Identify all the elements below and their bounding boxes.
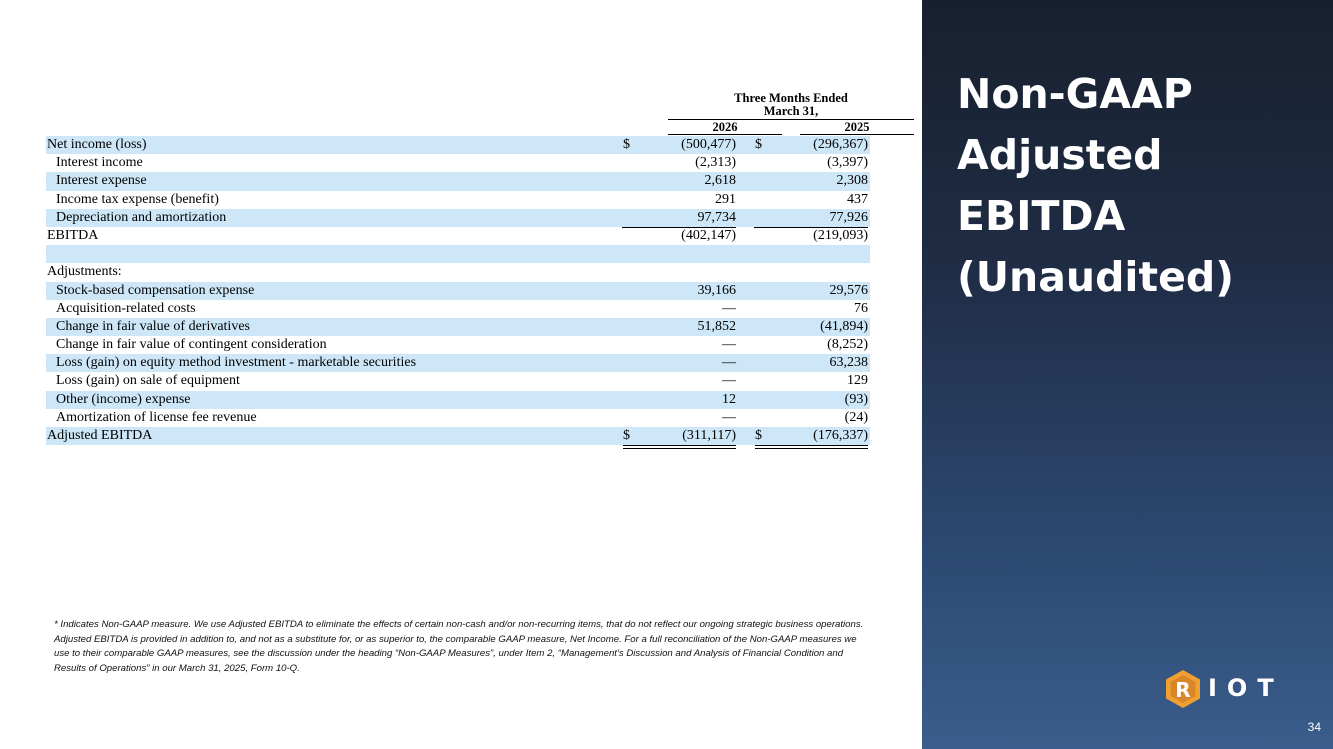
table-row: [46, 300, 870, 318]
footnote: * Indicates Non-GAAP measure. We use Adjusted EBITDA to eliminate the effects of certain non-cash and/or non-recurring items, that do not reflect our ongoing strategic business operations. Adjusted EBITDA is provided in addition to, and not as a substitute for, or as superior to, the comparable GAAP measure, Net Income. For a full reconciliation of the Non-GAAP measures we use to their comparable GAAP measures, see the discussion under the heading “Non-GAAP Measures”, under Item 2, “Management’s Discussion and Analysis of Financial Condition and Results of Operations” in our March 31, 2025, Form 10-Q.: [54, 619, 864, 674]
value-2025: (24): [844, 409, 868, 425]
period-header-line1: Three Months Ended: [734, 91, 848, 105]
row-label: Acquisition-related costs: [56, 300, 196, 316]
value-2026: (311,117): [682, 428, 736, 443]
table-row: [46, 372, 870, 390]
row-label: Adjustments:: [47, 264, 122, 280]
table-row: [46, 318, 870, 336]
title-panel: [922, 0, 1333, 749]
year-rule-2025: [800, 134, 914, 135]
value-2026: (2,313): [695, 155, 736, 171]
row-label: Stock-based compensation expense: [56, 282, 255, 298]
row-label: Amortization of license fee revenue: [56, 409, 257, 425]
year-header-2025: 2025: [844, 120, 870, 134]
value-2026: —: [722, 337, 736, 353]
value-2026: (500,477): [681, 137, 736, 152]
value-2025: 437: [847, 191, 868, 207]
value-2025: 63,238: [829, 355, 868, 371]
table-row: [46, 245, 870, 263]
logo-text: IOT: [1208, 674, 1284, 702]
row-label: EBITDA: [47, 227, 99, 243]
table-row: [46, 282, 870, 300]
value-2026: 51,852: [697, 318, 736, 334]
table-row: [46, 136, 870, 154]
page-number: 34: [1307, 720, 1321, 734]
value-2026: 39,166: [697, 282, 736, 298]
value-2025: (176,337): [813, 428, 868, 443]
dollar-sign: $: [623, 428, 630, 443]
dollar-sign: $: [755, 137, 762, 152]
value-2025: (41,894): [820, 318, 868, 334]
row-label: Net income (loss): [47, 137, 147, 152]
value-2026: 97,734: [697, 209, 736, 225]
table-row: [46, 427, 870, 445]
slide-title-line4: (Unaudited): [957, 253, 1234, 301]
value-2025: 77,926: [829, 209, 868, 225]
period-header-line2: March 31,: [763, 104, 819, 118]
row-label: Depreciation and amortization: [56, 209, 227, 225]
row-label: Income tax expense (benefit): [56, 191, 219, 207]
table-row: [46, 336, 870, 354]
row-label: Interest income: [56, 155, 143, 171]
value-2025: 2,308: [836, 173, 868, 189]
riot-hexagon-icon: [1162, 668, 1204, 710]
row-label: Adjusted EBITDA: [47, 428, 153, 443]
dollar-sign: $: [755, 428, 762, 443]
table-row: [46, 191, 870, 209]
table-row: [46, 391, 870, 409]
row-label: Change in fair value of contingent consideration: [56, 337, 327, 353]
value-2026: 2,618: [704, 173, 736, 189]
table-row: [46, 227, 870, 245]
table-row: [46, 409, 870, 427]
slide-title-line3: EBITDA: [957, 192, 1126, 240]
table-row: [46, 354, 870, 372]
value-2025: (219,093): [813, 227, 868, 243]
slide-title-line2: Adjusted: [957, 131, 1163, 179]
value-2025: (8,252): [827, 337, 868, 353]
table-row: [46, 263, 870, 281]
row-label: Loss (gain) on equity method investment - marketable securities: [56, 355, 417, 371]
dollar-sign: $: [623, 137, 630, 152]
value-2025: (93): [844, 391, 868, 407]
value-2026: 291: [715, 191, 736, 207]
slide-title-line1: Non-GAAP: [957, 70, 1193, 118]
year-header-2026: 2026: [712, 120, 738, 134]
row-label: Interest expense: [56, 173, 147, 189]
year-rule-2026: [668, 134, 782, 135]
value-2025: 29,576: [829, 282, 868, 298]
value-2026: —: [722, 355, 736, 371]
value-2026: 12: [722, 391, 736, 407]
value-2026: (402,147): [681, 227, 736, 243]
value-2026: —: [722, 409, 736, 425]
table-row: [46, 154, 870, 172]
value-2025: 129: [847, 373, 868, 389]
row-label: Other (income) expense: [56, 391, 191, 407]
total-double-rule: [623, 445, 736, 449]
value-2026: —: [722, 300, 736, 316]
value-2025: 76: [854, 300, 868, 316]
table-row: [46, 209, 870, 227]
table-row: [46, 172, 870, 190]
riot-logo: [1162, 668, 1282, 710]
total-double-rule: [755, 445, 868, 449]
logo-mark: R: [1175, 678, 1191, 702]
value-2025: (3,397): [827, 155, 868, 171]
row-label: Change in fair value of derivatives: [56, 318, 250, 334]
value-2026: —: [722, 373, 736, 389]
table-body: [46, 136, 870, 445]
slide-title: [957, 64, 1297, 308]
period-header: [668, 92, 914, 118]
row-label: Loss (gain) on sale of equipment: [56, 373, 240, 389]
value-2025: (296,367): [813, 137, 868, 152]
